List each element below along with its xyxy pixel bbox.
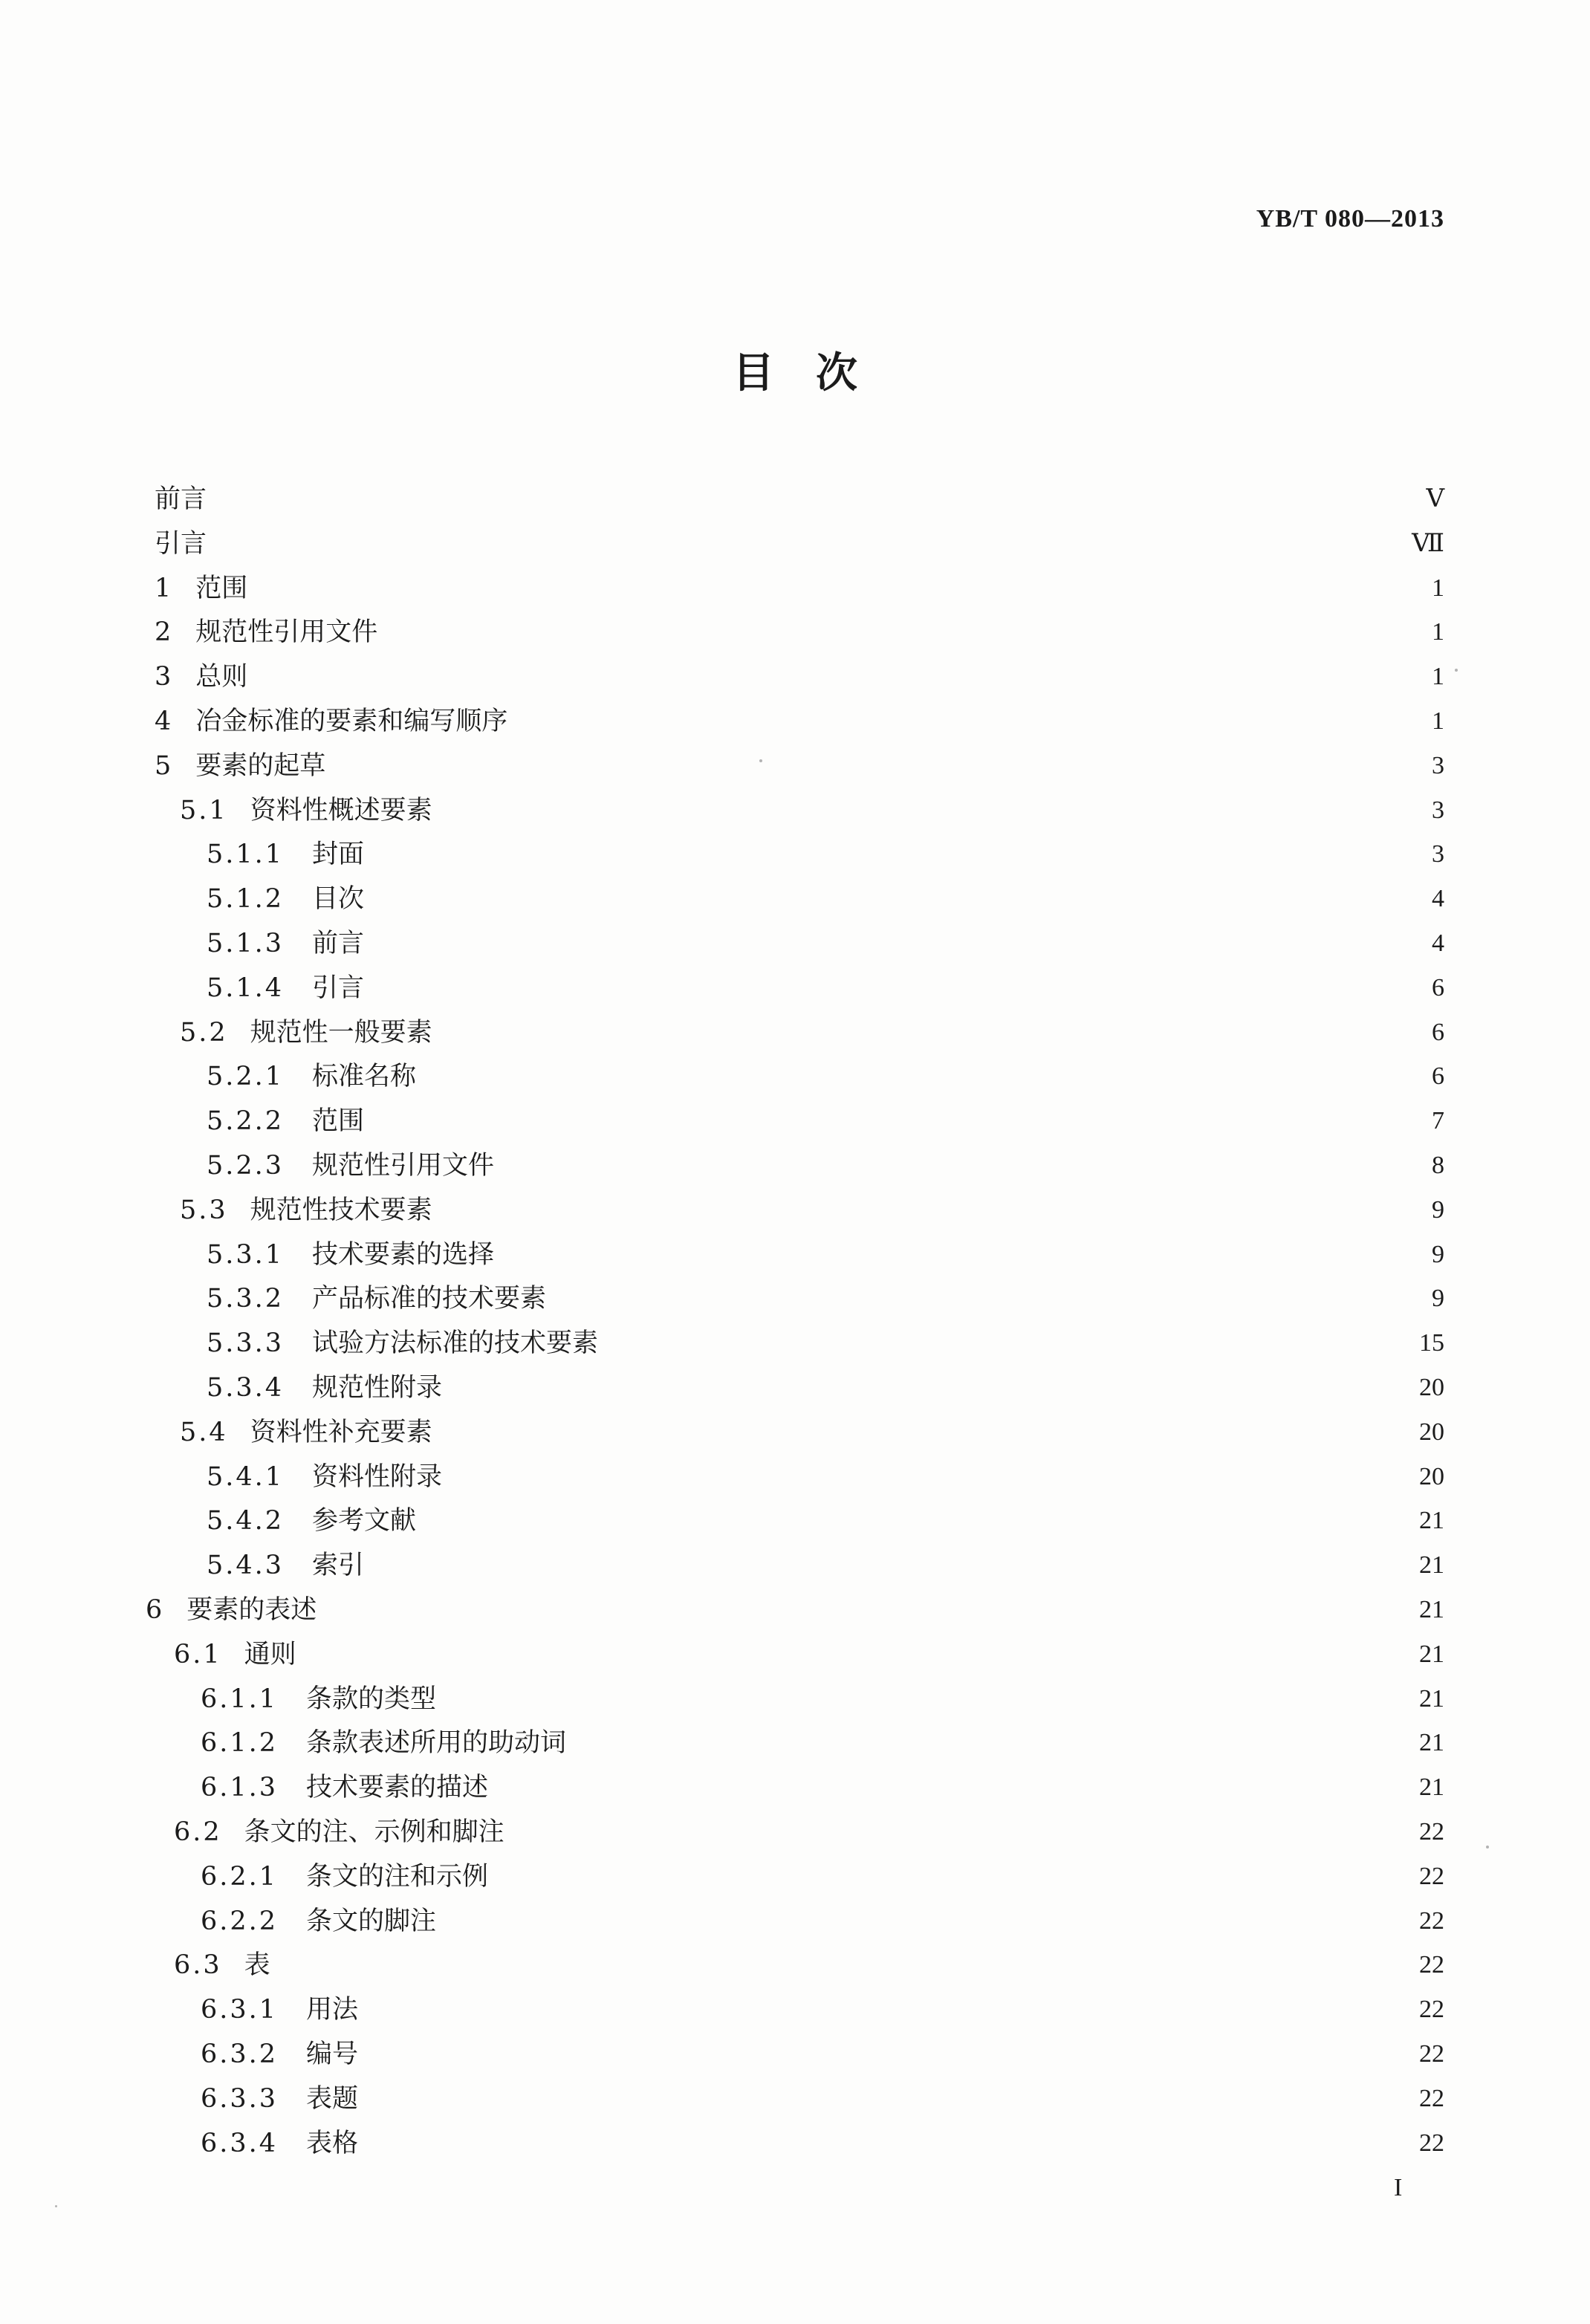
toc-entry[interactable] xyxy=(207,1321,1444,1366)
toc-entry[interactable] xyxy=(180,1010,1444,1055)
toc-entry-number: 6.3.1 xyxy=(201,1995,279,2025)
toc-entry[interactable] xyxy=(207,1099,1444,1143)
toc-entry-title: 冶金标准的要素和编写顺序 xyxy=(195,707,508,736)
toc-entry-title: 产品标准的技术要素 xyxy=(312,1284,547,1314)
toc-entry-title: 技术要素的描述 xyxy=(306,1773,489,1803)
toc-entry-number: 4 xyxy=(155,707,174,736)
dot-leader xyxy=(499,1854,1409,1899)
toc-entry-title: 通则 xyxy=(244,1639,296,1669)
toc-entry-number: 5.2.2 xyxy=(207,1106,285,1137)
toc-entry-number: 6.1.2 xyxy=(201,1728,279,1759)
dot-leader xyxy=(443,1410,1409,1455)
toc-entry-page: 21 xyxy=(1419,1507,1444,1535)
toc-entry-number: 5.4 xyxy=(180,1417,228,1447)
toc-entry-page: 22 xyxy=(1419,1996,1444,2024)
toc-entry-page: 21 xyxy=(1419,1640,1444,1668)
toc-entry-page: 7 xyxy=(1432,1107,1444,1135)
toc-entry[interactable] xyxy=(207,1366,1444,1410)
toc-entry-title: 表题 xyxy=(306,2083,359,2114)
dot-leader xyxy=(374,1543,1409,1588)
toc-entry-number: 6.3.2 xyxy=(201,2039,279,2069)
toc-entry-number: 6.2.2 xyxy=(201,1906,279,1936)
toc-entry[interactable] xyxy=(155,655,1444,699)
toc-entry-number: 5.3.1 xyxy=(207,1239,285,1270)
dot-leader xyxy=(258,566,1421,611)
dot-leader xyxy=(369,2032,1409,2077)
dot-leader xyxy=(374,966,1421,1010)
dot-leader xyxy=(443,788,1421,833)
toc-entry-title: 标准名称 xyxy=(312,1062,417,1092)
toc-entry[interactable] xyxy=(201,1987,1444,2032)
dot-leader xyxy=(499,1765,1409,1810)
toc-entry-title: 表格 xyxy=(306,2128,359,2158)
toc-entry-title: 试验方法标准的技术要素 xyxy=(312,1328,599,1359)
toc-entry-number: 5.1.2 xyxy=(207,884,285,915)
toc-entry-page: 22 xyxy=(1419,1951,1444,1979)
dot-leader xyxy=(281,1943,1409,1987)
toc-entry-number: 5.1.4 xyxy=(207,973,285,1003)
toc-entry-title: 规范性引用文件 xyxy=(195,617,378,648)
toc-entry[interactable] xyxy=(174,1810,1444,1854)
toc-entry-page: Ⅴ xyxy=(1426,485,1444,513)
toc-entry-page: 1 xyxy=(1432,618,1444,646)
toc-entry-title: 规范性技术要素 xyxy=(250,1195,432,1225)
toc-entry-page: 3 xyxy=(1432,840,1444,869)
scan-speck xyxy=(55,2205,57,2207)
scan-speck xyxy=(1455,669,1458,672)
toc-entry[interactable] xyxy=(201,1721,1444,1765)
toc-entry[interactable] xyxy=(207,1543,1444,1588)
toc-entry-page: 9 xyxy=(1432,1240,1444,1268)
toc-entry-number: 6.1 xyxy=(174,1639,222,1669)
toc-entry[interactable] xyxy=(207,1276,1444,1321)
toc-entry-page: 3 xyxy=(1432,751,1444,779)
toc-entry[interactable] xyxy=(155,522,1444,566)
dot-leader xyxy=(518,699,1421,744)
dot-leader xyxy=(556,1276,1421,1321)
dot-leader xyxy=(369,1987,1409,2032)
toc-entry-number: 6.1.1 xyxy=(201,1684,279,1714)
toc-entry-title: 条文的注和示例 xyxy=(306,1861,489,1892)
toc-entry-page: 6 xyxy=(1432,973,1444,1002)
toc-entry-page: 4 xyxy=(1432,885,1444,913)
toc-entry-title: 范围 xyxy=(312,1106,365,1137)
toc-entry-page: 20 xyxy=(1419,1418,1444,1446)
toc-entry-number: 5.3.2 xyxy=(207,1284,285,1314)
dot-leader xyxy=(369,2077,1409,2121)
dot-leader xyxy=(443,1010,1421,1055)
toc-entry-title: 条文的注、示例和脚注 xyxy=(244,1817,504,1847)
toc-entry-title: 封面 xyxy=(312,840,365,870)
toc-entry-number: 6.3 xyxy=(174,1950,222,1981)
toc-entry[interactable] xyxy=(207,921,1444,966)
dot-leader xyxy=(374,921,1421,966)
toc-entry[interactable] xyxy=(155,699,1444,744)
toc-entry-page: 1 xyxy=(1432,663,1444,691)
dot-leader xyxy=(388,610,1421,655)
toc-entry-number: 5.4.1 xyxy=(207,1461,285,1492)
toc-entry-page: 6 xyxy=(1432,1062,1444,1091)
toc-entry-number: 6.1.3 xyxy=(201,1773,279,1803)
dot-leader xyxy=(258,655,1421,699)
dot-leader xyxy=(217,522,1401,566)
toc-entry-page: 22 xyxy=(1419,1862,1444,1890)
toc-entry-number: 6.2.1 xyxy=(201,1861,279,1892)
dot-leader xyxy=(369,2121,1409,2166)
toc-entry-page: 21 xyxy=(1419,1684,1444,1713)
toc-entry-number: 5.2.1 xyxy=(207,1062,285,1092)
toc-entry-page: 15 xyxy=(1419,1329,1444,1357)
toc-entry-number: 2 xyxy=(155,617,174,648)
toc-entry-title: 规范性一般要素 xyxy=(250,1017,432,1048)
dot-leader xyxy=(336,744,1421,788)
toc-entry[interactable] xyxy=(201,1677,1444,1721)
dot-leader xyxy=(515,1810,1409,1854)
toc-entry[interactable] xyxy=(207,1233,1444,1277)
toc-entry-title: 条款表述所用的助动词 xyxy=(306,1728,567,1759)
toc-entry-page: 3 xyxy=(1432,796,1444,824)
toc-entry-page: 21 xyxy=(1419,1773,1444,1802)
dot-leader xyxy=(577,1721,1409,1765)
toc-entry[interactable] xyxy=(155,610,1444,655)
toc-entry-number: 5.2 xyxy=(180,1017,228,1048)
dot-leader xyxy=(327,1588,1409,1632)
toc-entry-title: 前言 xyxy=(312,929,365,958)
toc-entry-page: 21 xyxy=(1419,1551,1444,1580)
toc-entry-title: 索引 xyxy=(312,1551,365,1581)
toc-entry-page: 20 xyxy=(1419,1374,1444,1401)
toc-entry-page: 4 xyxy=(1432,929,1444,957)
toc-entry-page: 22 xyxy=(1419,2084,1444,2112)
toc-entry-number: 5 xyxy=(155,750,174,781)
toc-entry-page: 20 xyxy=(1419,1462,1444,1490)
toc-entry[interactable] xyxy=(207,832,1444,877)
dot-leader xyxy=(374,832,1421,877)
dot-leader xyxy=(609,1321,1409,1366)
toc-entry-number: 5.3 xyxy=(180,1195,228,1225)
toc-entry-page: 22 xyxy=(1419,1818,1444,1846)
toc-entry-page: 8 xyxy=(1432,1152,1444,1179)
toc-entry[interactable] xyxy=(207,1455,1444,1499)
toc-entry[interactable] xyxy=(201,2077,1444,2121)
toc-entry[interactable] xyxy=(155,566,1444,611)
toc-entry-number: 5.4.2 xyxy=(207,1506,285,1536)
toc-entry-page: 22 xyxy=(1419,2040,1444,2068)
toc-entry-number: 1 xyxy=(155,573,174,603)
toc-entry[interactable] xyxy=(146,1588,1444,1632)
toc-entry-title: 引言 xyxy=(155,528,207,559)
toc-entry[interactable] xyxy=(180,1188,1444,1233)
toc-entry[interactable] xyxy=(201,2032,1444,2077)
toc-entry-title: 条款的类型 xyxy=(306,1684,437,1714)
standard-code: YB/T 080—2013 xyxy=(1256,205,1444,233)
page-number: I xyxy=(1394,2174,1403,2201)
toc-entry-title: 规范性引用文件 xyxy=(312,1151,495,1181)
toc-entry-title: 范围 xyxy=(195,573,248,603)
toc-entry-number: 5.2.3 xyxy=(207,1151,285,1181)
toc-entry-title: 总则 xyxy=(195,662,248,692)
dot-leader xyxy=(443,1188,1421,1233)
dot-leader xyxy=(217,477,1415,522)
toc-entry-title: 资料性概述要素 xyxy=(250,795,432,825)
toc-entry-page: 1 xyxy=(1432,707,1444,735)
toc-entry-number: 6.3.4 xyxy=(201,2128,279,2158)
toc-entry-title: 引言 xyxy=(312,973,365,1003)
toc-entry[interactable] xyxy=(201,1854,1444,1899)
toc-entry[interactable] xyxy=(207,1054,1444,1099)
toc-entry-title: 要素的起草 xyxy=(195,750,326,781)
toc-entry-title: 用法 xyxy=(306,1995,359,2025)
toc-entry[interactable] xyxy=(201,1899,1444,1944)
toc-entry[interactable] xyxy=(207,877,1444,921)
dot-leader xyxy=(374,1099,1421,1143)
toc-entry-page: 9 xyxy=(1432,1195,1444,1224)
toc-entry-page: 22 xyxy=(1419,1906,1444,1935)
toc-entry[interactable] xyxy=(174,1943,1444,1987)
dot-leader xyxy=(426,1054,1421,1099)
toc-entry-number: 5.1 xyxy=(180,795,228,825)
dot-leader xyxy=(447,1677,1409,1721)
dot-leader xyxy=(426,1499,1409,1543)
toc-entry-number: 6 xyxy=(146,1595,165,1625)
toc-entry-page: Ⅶ xyxy=(1412,529,1444,557)
toc-entry-number: 5.3.3 xyxy=(207,1328,285,1359)
toc-entry-title: 目次 xyxy=(312,884,365,915)
toc-entry-number: 5.1.3 xyxy=(207,929,285,958)
toc-entry-title: 规范性附录 xyxy=(312,1373,443,1403)
toc-entry-page: 6 xyxy=(1432,1018,1444,1046)
toc-entry-title: 条文的脚注 xyxy=(306,1906,437,1936)
toc-entry[interactable] xyxy=(201,1765,1444,1810)
dot-leader xyxy=(504,1233,1421,1277)
dot-leader xyxy=(374,877,1421,921)
toc-entry[interactable] xyxy=(155,744,1444,788)
toc-entry[interactable] xyxy=(174,1632,1444,1677)
toc-entry[interactable] xyxy=(155,477,1444,522)
toc-entry-page: 9 xyxy=(1432,1285,1444,1313)
toc-entry-number: 5.4.3 xyxy=(207,1551,285,1581)
toc-entry[interactable] xyxy=(207,966,1444,1010)
toc-title: 目 次 xyxy=(733,349,857,397)
toc-entry-title: 前言 xyxy=(155,484,207,514)
dot-leader xyxy=(504,1143,1421,1188)
toc-entry-title: 资料性补充要素 xyxy=(250,1417,432,1447)
dot-leader xyxy=(452,1455,1409,1499)
toc-entry-page: 22 xyxy=(1419,2129,1444,2157)
dot-leader xyxy=(447,1899,1409,1944)
scan-speck xyxy=(1486,1846,1489,1849)
dot-leader xyxy=(452,1366,1409,1410)
toc-entry-page: 1 xyxy=(1432,574,1444,602)
toc-entry-number: 6.3.3 xyxy=(201,2083,279,2114)
toc-entry-title: 要素的表述 xyxy=(186,1595,317,1625)
toc-entry-title: 表 xyxy=(244,1950,270,1981)
toc-entry-number: 3 xyxy=(155,662,174,692)
toc-entry-title: 编号 xyxy=(306,2039,359,2069)
toc-entry-title: 技术要素的选择 xyxy=(312,1239,495,1270)
toc-entry[interactable] xyxy=(201,2121,1444,2166)
toc-entry-title: 资料性附录 xyxy=(312,1461,443,1492)
toc-entry-page: 21 xyxy=(1419,1729,1444,1757)
toc-entry[interactable] xyxy=(207,1143,1444,1188)
toc-entry[interactable] xyxy=(180,788,1444,833)
toc-entry-page: 21 xyxy=(1419,1596,1444,1623)
toc-entry-number: 6.2 xyxy=(174,1817,222,1847)
toc-entry-title: 参考文献 xyxy=(312,1506,417,1536)
scan-speck xyxy=(759,759,762,762)
toc-entry[interactable] xyxy=(207,1499,1444,1543)
dot-leader xyxy=(307,1632,1409,1677)
toc-entry[interactable] xyxy=(180,1410,1444,1455)
toc-entry-number: 5.3.4 xyxy=(207,1373,285,1403)
toc-entry-number: 5.1.1 xyxy=(207,840,285,870)
